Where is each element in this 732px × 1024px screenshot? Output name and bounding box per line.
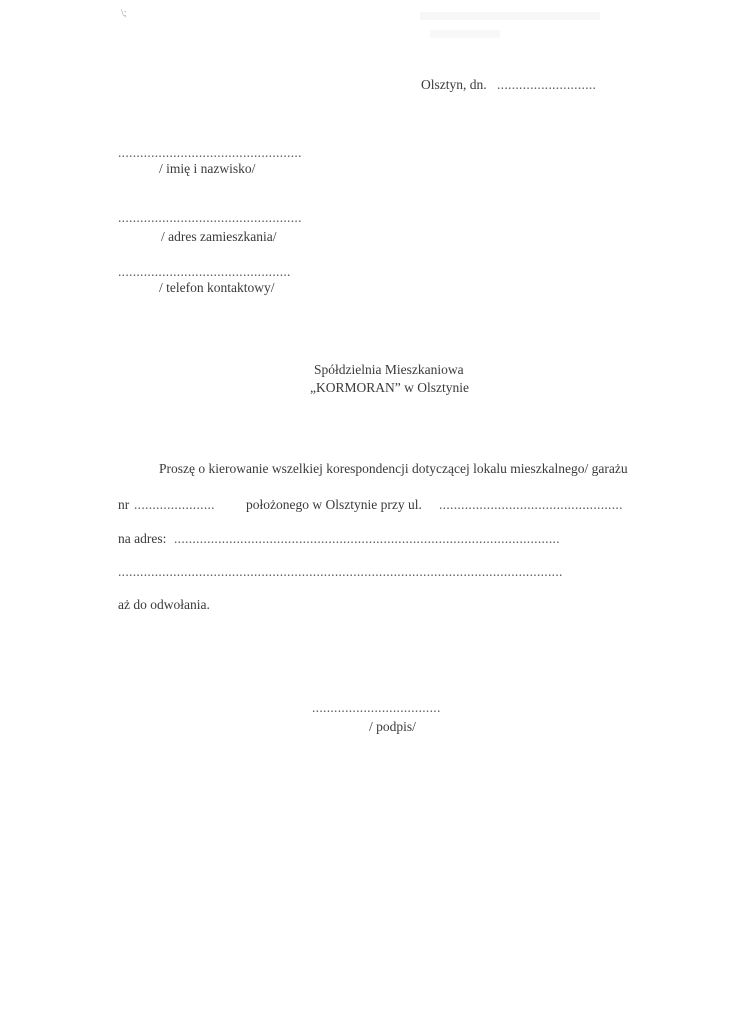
address-field: .................................................. [118,210,302,225]
correspondence-address-label: na adres: [118,531,167,546]
request-text: Proszę o kierowanie wszelkiej korespondencji dotyczącej lokalu mieszkalnego/ garażu [159,461,628,476]
scan-smudge [430,30,500,38]
street-field: .................................................. [439,497,623,512]
scan-smudge [420,12,600,20]
name-field: .................................................. [118,145,302,160]
place-date-field: ........................... [497,77,597,92]
closing-text: aż do odwołania. [118,597,210,612]
recipient-line-1: Spółdzielnia Mieszkaniowa [314,362,464,377]
signature-field: ................................... [312,700,441,715]
place-date-label: Olsztyn, dn. [421,77,487,92]
phone-field: ............................................... [118,264,291,279]
nr-label: nr [118,497,130,512]
nr-field: ...................... [134,497,215,512]
address-caption: / adres zamieszkania/ [161,229,277,244]
correspondence-address-field-2: ......................................................................................................................... [118,564,563,579]
phone-caption: / telefon kontaktowy/ [159,280,275,295]
recipient-line-2: „KORMORAN” w Olsztynie [310,380,469,395]
located-text: położonego w Olsztynie przy ul. [246,497,422,512]
correspondence-address-field: ......................................................................................................... [174,531,560,546]
scan-mark: \; [121,8,127,19]
name-caption: / imię i nazwisko/ [159,161,256,176]
signature-caption: / podpis/ [369,719,416,734]
